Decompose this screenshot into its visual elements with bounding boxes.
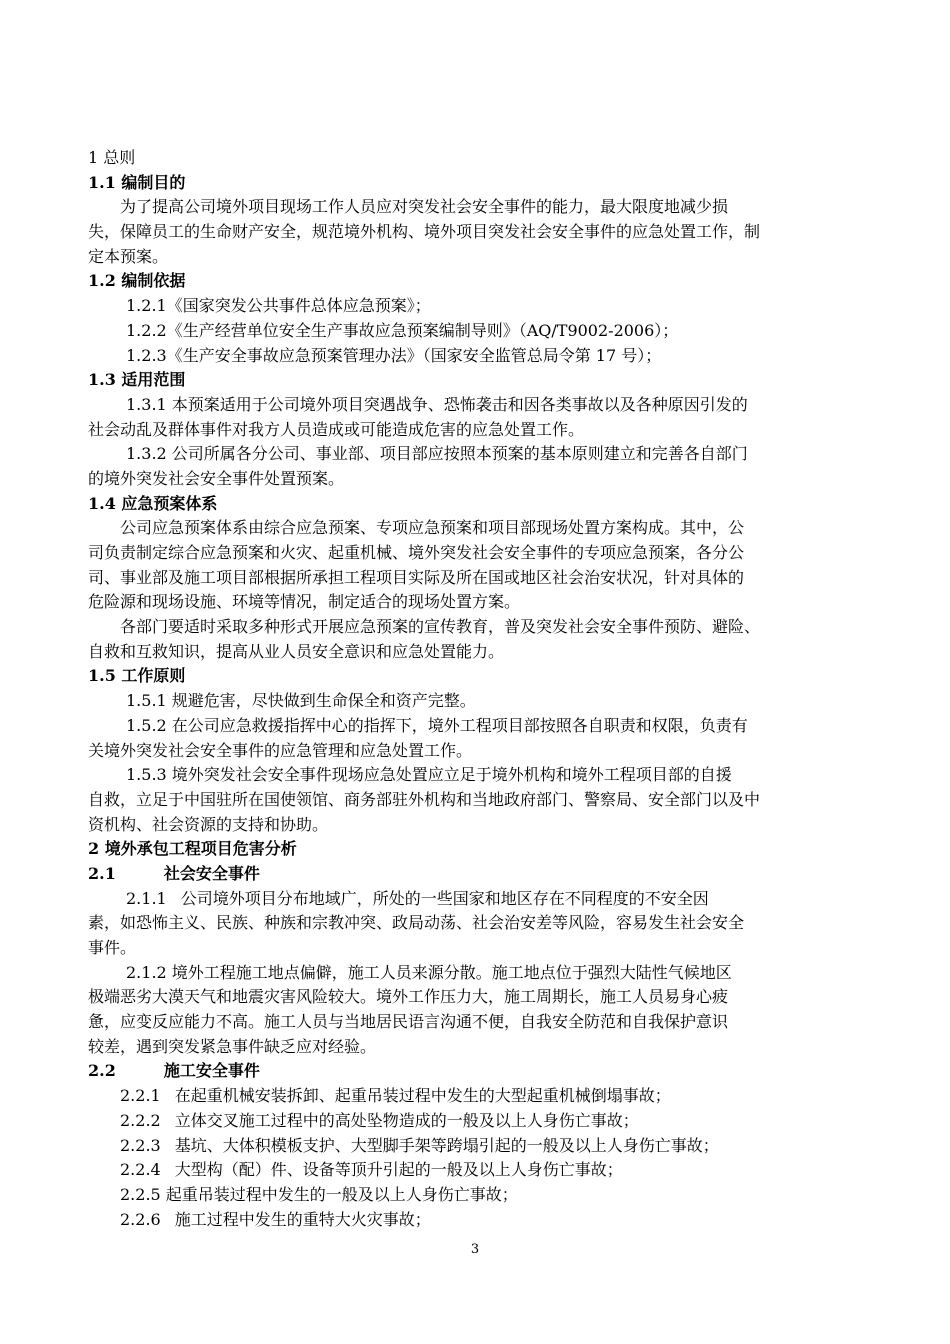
subsection-heading: 1.3 适用范围 [88,370,186,390]
subsection-heading: 1.5 工作原则 [88,666,186,686]
paragraph-line: 社会动乱及群体事件对我方人员造成或可能造成危害的应急处置工作。 [88,419,585,439]
paragraph-line: 司、事业部及施工项目部根据所承担工程项目实际及所在国或地区社会治安状况，针对具体的 [88,567,745,587]
document-body [88,146,868,1232]
paragraph-line: 资机构、社会资源的支持和协助。 [88,814,329,834]
list-item: 2.2.1 在起重机械安装拆卸、起重吊装过程中发生的大型起重机械倒塌事故； [120,1086,671,1106]
list-item: 2.2.3 基坑、大体积模板支护、大型脚手架等跨塌引起的一般及以上人身伤亡事故； [120,1135,719,1155]
paragraph-line: 2.1.2 境外工程施工地点偏僻，施工人员来源分散。施工地点位于强烈大陆性气候地区 [126,962,732,982]
list-item: 1.2.1《国家突发公共事件总体应急预案》； [126,296,431,316]
paragraph-line: 1.3.1 本预案适用于公司境外项目突遇战争、恐怖袭击和因各类事故以及各种原因引发的 [126,394,748,414]
paragraph-line: 各部门要适时采取多种形式开展应急预案的宣传教育，普及突发社会安全事件预防、避险、 [120,617,761,637]
paragraph-line: 素，如恐怖主义、民族、种族和宗教冲突、政局动荡、社会治安差等风险，容易发生社会安全 [88,913,745,933]
paragraph-line: 为了提高公司境外项目现场工作人员应对突发社会安全事件的能力，最大限度地减少损 [120,197,729,217]
subsection-heading: 2.1 社会安全事件 [88,863,260,883]
list-item: 1.2.2《生产经营单位安全生产事故应急预案编制导则》（AQ/T9002-2006）； [126,320,679,340]
paragraph-line: 公司应急预案体系由综合应急预案、专项应急预案和项目部现场处置方案构成。其中，公 [120,518,745,538]
paragraph-line: 较差，遇到突发紧急事件缺乏应对经验。 [88,1036,377,1056]
paragraph-line: 1.5.3 境外突发社会安全事件现场应急处置应立足于境外机构和境外工程项目部的自援 [126,765,732,785]
paragraph-line: 的境外突发社会安全事件处置预案。 [88,468,345,488]
paragraph-line: 定本预案。 [88,246,169,266]
paragraph-line: 极端恶劣大漠天气和地震灾害风险较大。境外工作压力大，施工周期长，施工人员易身心疲 [88,987,729,1007]
list-item: 2.2.6 施工过程中发生的重特大火灾事故； [120,1209,431,1229]
paragraph-line: 司负责制定综合应急预案和火灾、起重机械、境外突发社会安全事件的专项应急预案，各分公 [88,543,745,562]
subsection-heading: 1.4 应急预案体系 [88,493,218,513]
paragraph-line: 惫，应变反应能力不高。施工人员与当地居民语言沟通不便，自我安全防范和自我保护意识 [88,1012,729,1032]
subsection-heading: 1.2 编制依据 [88,271,186,291]
page-number: 3 [470,1242,480,1257]
paragraph-line: 失，保障员工的生命财产安全，规范境外机构、境外项目突发社会安全事件的应急处置工作，制 [88,222,761,242]
list-item: 2.2.5 起重吊装过程中发生的一般及以上人身伤亡事故； [120,1184,518,1204]
list-item: 2.2.2 立体交叉施工过程中的高处坠物造成的一般及以上人身伤亡事故； [120,1110,639,1130]
list-item: 2.2.4 大型构（配）件、设备等顶升引起的一般及以上人身伤亡事故； [120,1160,623,1180]
paragraph-line: 1.5.2 在公司应急救援指挥中心的指挥下，境外工程项目部按照各自职责和权限，负责有 [126,715,748,735]
section-heading: 1 总则 [88,148,136,167]
subsection-heading: 2.2 施工安全事件 [88,1061,260,1081]
section-heading: 2 境外承包工程项目危害分析 [88,839,297,859]
paragraph-line: 自救，立足于中国驻所在国使领馆、商务部驻外机构和当地政府部门、警察局、安全部门以及中 [88,789,761,809]
paragraph-line: 1.3.2 公司所属各分公司、事业部、项目部应按照本预案的基本原则建立和完善各自部门 [126,444,748,464]
paragraph-line: 事件。 [88,938,137,957]
paragraph-line: 自救和互救知识，提高从业人员安全意识和应急处置能力。 [88,641,505,661]
paragraph-line: 关境外突发社会安全事件的应急管理和应急处置工作。 [88,740,473,760]
paragraph-line: 2.1.1 公司境外项目分布地域广，所处的一些国家和地区存在不同程度的不安全因 [126,888,709,908]
subsection-heading: 1.1 编制目的 [88,172,186,192]
paragraph-line: 1.5.1 规避危害，尽快做到生命保全和资产完整。 [126,691,476,711]
list-item: 1.2.3《生产安全事故应急预案管理办法》（国家安全监管总局令第 17 号）； [126,345,662,365]
paragraph-line: 危险源和现场设施、环境等情况，制定适合的现场处置方案。 [88,592,521,612]
